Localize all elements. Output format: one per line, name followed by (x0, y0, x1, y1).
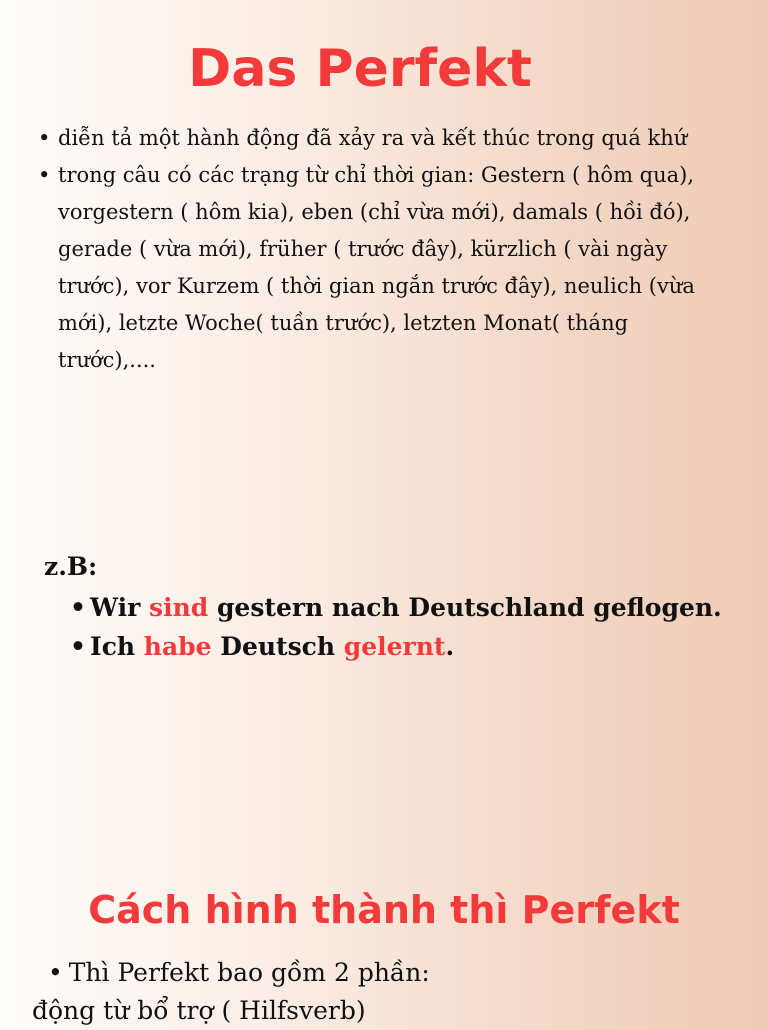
example-word: Deutsch (211, 632, 344, 661)
intro-item-text: trong câu có các trạng từ chỉ thời gian: Gestern ( hôm qua), vorgestern ( hôm kia), eben (chỉ vừa mới), damals ( hồi đó), gerade ( vừa mới), früher ( trước đây), kürzlich ( vài ngày trước), vor Kurzem ( thời gian ngắn trước đây), neulich (vừa mới), letzte Woche( tuần trước), letzten Monat( tháng trước),.... (58, 163, 695, 372)
example-list (70, 588, 738, 666)
bullet-icon: • (48, 958, 63, 987)
page-title: Das Perfekt (188, 39, 532, 99)
intro-list-item (36, 157, 696, 379)
past-participle: gelernt (343, 632, 446, 661)
bullet-icon: • (70, 593, 86, 622)
bullet-icon: • (70, 632, 86, 661)
formation-parts-text: Thì Perfekt bao gồm 2 phần: (68, 958, 430, 987)
example-word: Ich (90, 632, 144, 661)
formation-parts-line (48, 954, 430, 992)
example-sentence (70, 627, 738, 666)
example-word: . (445, 632, 455, 661)
intro-list-item (36, 120, 696, 157)
example-label: z.B: (44, 552, 98, 581)
formation-hilfsverb-line: động từ bổ trợ ( Hilfsverb) (32, 996, 366, 1025)
auxiliary-verb: sind (149, 593, 209, 622)
intro-item-text: diễn tả một hành động đã xảy ra và kết thúc trong quá khứ (58, 126, 688, 150)
example-word: gestern nach Deutschland geflogen. (208, 593, 722, 622)
bullet-icon: • (38, 126, 51, 150)
bullet-icon: • (38, 163, 51, 187)
formation-title: Cách hình thành thì Perfekt (88, 888, 680, 932)
intro-list (36, 120, 696, 379)
example-sentence (70, 588, 738, 627)
example-word: Wir (90, 593, 150, 622)
auxiliary-verb: habe (143, 632, 212, 661)
